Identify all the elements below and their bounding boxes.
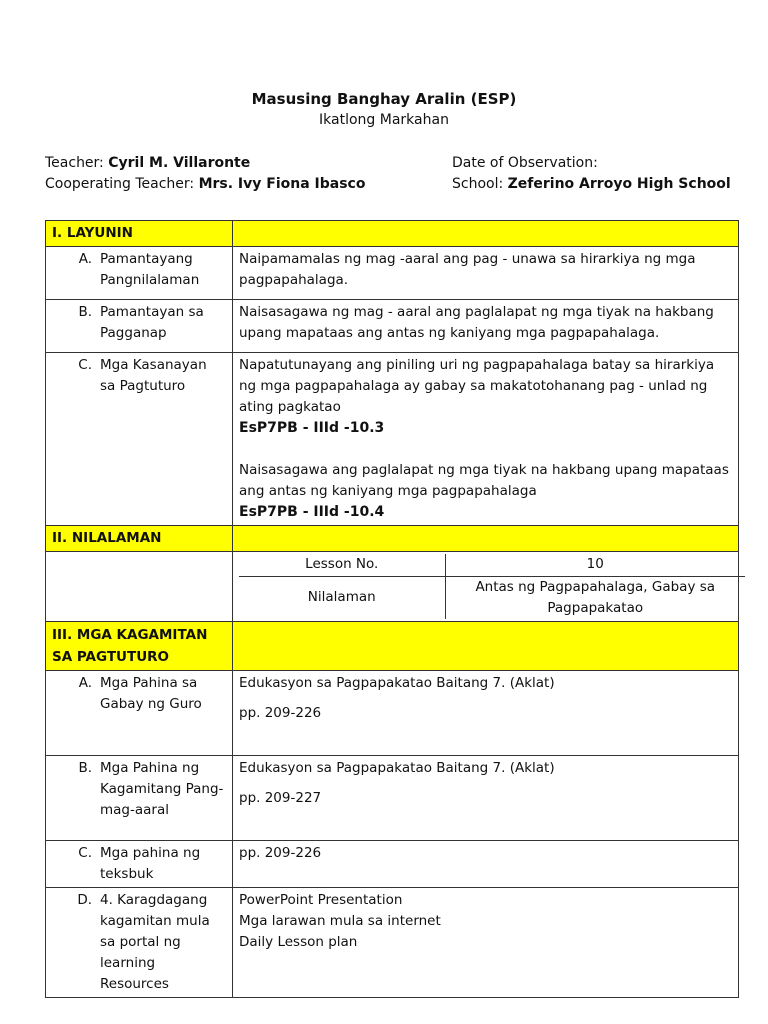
- item-label: Mga Pahina sa Gabay ng Guro: [100, 675, 202, 712]
- item-letter: B.: [78, 760, 92, 776]
- table-row: [46, 671, 739, 756]
- row-label-materials-b: [46, 756, 233, 841]
- lesson-plan-table: [45, 220, 739, 998]
- page-range: pp. 209-227: [239, 790, 322, 806]
- page-range: pp. 209-226: [239, 705, 322, 721]
- empty-cell: [46, 552, 233, 622]
- teacher-label: Teacher:: [45, 155, 104, 171]
- list-item: Mga larawan mula sa internet: [239, 913, 441, 929]
- competency-code-1: EsP7PB - IIId -10.3: [239, 420, 385, 436]
- row-content-c: [233, 353, 739, 526]
- row-content-materials-c: [233, 841, 739, 888]
- content-subtable: [239, 554, 745, 619]
- school-name: Zeferino Arroyo High School: [507, 176, 731, 192]
- content-text: Edukasyon sa Pagpapakatao Baitang 7. (Aklat): [239, 675, 555, 691]
- row-label-materials-d: [46, 888, 233, 998]
- row-content-materials-b: [233, 756, 739, 841]
- item-letter: D.: [77, 892, 92, 908]
- school-line: [452, 176, 731, 192]
- row-content-materials-d: [233, 888, 739, 998]
- section-heading-fill: [233, 622, 739, 671]
- item-label: Pamantayan sa Pagganap: [100, 304, 204, 341]
- table-row: [46, 552, 739, 622]
- row-content-b: [233, 300, 739, 353]
- content-label: Nilalaman: [239, 576, 445, 619]
- item-letter: A.: [78, 251, 92, 267]
- section-row-kagamitan: [46, 622, 739, 671]
- item-label: Mga Kasanayan sa Pagtuturo: [100, 357, 207, 394]
- section-heading-kagamitan: III. MGA KAGAMITAN SA PAGTUTURO: [46, 622, 233, 671]
- lesson-number-value: 10: [445, 554, 745, 576]
- content-text: Naisasagawa ng mag - aaral ang paglalapat ng mga tiyak na hakbang upang mapataas ang antas ng kaniyang mga pagpapahalaga.: [239, 304, 714, 341]
- table-row: [46, 756, 739, 841]
- teacher-line: [45, 155, 250, 171]
- section-heading-layunin: I. LAYUNIN: [46, 221, 233, 247]
- page-range: pp. 209-226: [239, 845, 322, 861]
- content-text: Edukasyon sa Pagpapakatao Baitang 7. (Aklat): [239, 760, 555, 776]
- competency-text-1: Napatutunayang ang piniling uri ng pagpapahalaga batay sa hirarkiya ng mga pagpapahalaga ay gabay sa makatotohanang pag - unlad ng ating pagkatao: [239, 357, 715, 415]
- content-subtable-cell: [233, 552, 739, 622]
- document-subtitle: Ikatlong Markahan: [319, 112, 449, 128]
- item-letter: C.: [78, 845, 92, 861]
- item-label: 4. Karagdagang kagamitan mula sa portal ng learning Resources: [100, 892, 210, 992]
- content-value: Antas ng Pagpapahalaga, Gabay sa Pagpapakatao: [475, 578, 716, 616]
- item-letter: A.: [78, 675, 92, 691]
- section-heading-fill: [233, 526, 739, 552]
- document-title: Masusing Banghay Aralin (ESP): [251, 90, 517, 108]
- section-row-nilalaman: [46, 526, 739, 552]
- table-row: [46, 300, 739, 353]
- item-letter: B.: [78, 304, 92, 320]
- lesson-number-label: Lesson No.: [239, 554, 445, 576]
- item-letter: C.: [78, 357, 92, 373]
- cooperating-teacher-name: Mrs. Ivy Fiona Ibasco: [198, 176, 366, 192]
- table-row: [46, 888, 739, 998]
- competency-text-2: Naisasagawa ang paglalapat ng mga tiyak na hakbang upang mapataas ang antas ng kaniyang mga pagpapahalaga: [239, 462, 729, 499]
- date-line: [452, 155, 598, 171]
- section-row-layunin: [46, 221, 739, 247]
- table-row: [46, 247, 739, 300]
- teacher-name: Cyril M. Villaronte: [108, 155, 251, 171]
- item-label: Mga pahina ng teksbuk: [100, 845, 201, 882]
- list-item: PowerPoint Presentation: [239, 892, 403, 908]
- row-label-materials-a: [46, 671, 233, 756]
- list-item: Daily Lesson plan: [239, 934, 358, 950]
- section-heading-fill: [233, 221, 739, 247]
- cooperating-teacher-label: Cooperating Teacher:: [45, 176, 195, 192]
- row-label-b: [46, 300, 233, 353]
- row-label-a: [46, 247, 233, 300]
- item-label: Pamantayang Pangnilalaman: [100, 251, 200, 288]
- table-row: [46, 841, 739, 888]
- competency-code-2: EsP7PB - IIId -10.4: [239, 504, 385, 520]
- school-label: School:: [452, 176, 504, 192]
- date-of-observation-label: Date of Observation:: [452, 155, 598, 171]
- section-heading-nilalaman: II. NILALAMAN: [46, 526, 233, 552]
- content-text: Naipamamalas ng mag -aaral ang pag - unawa sa hirarkiya ng mga pagpapahalaga.: [239, 251, 696, 288]
- row-label-c: [46, 353, 233, 526]
- table-row: [46, 353, 739, 526]
- row-label-materials-c: [46, 841, 233, 888]
- item-label: Mga Pahina ng Kagamitang Pang-mag-aaral: [100, 760, 224, 818]
- row-content-materials-a: [233, 671, 739, 756]
- cooperating-teacher-line: [45, 176, 365, 192]
- row-content-a: [233, 247, 739, 300]
